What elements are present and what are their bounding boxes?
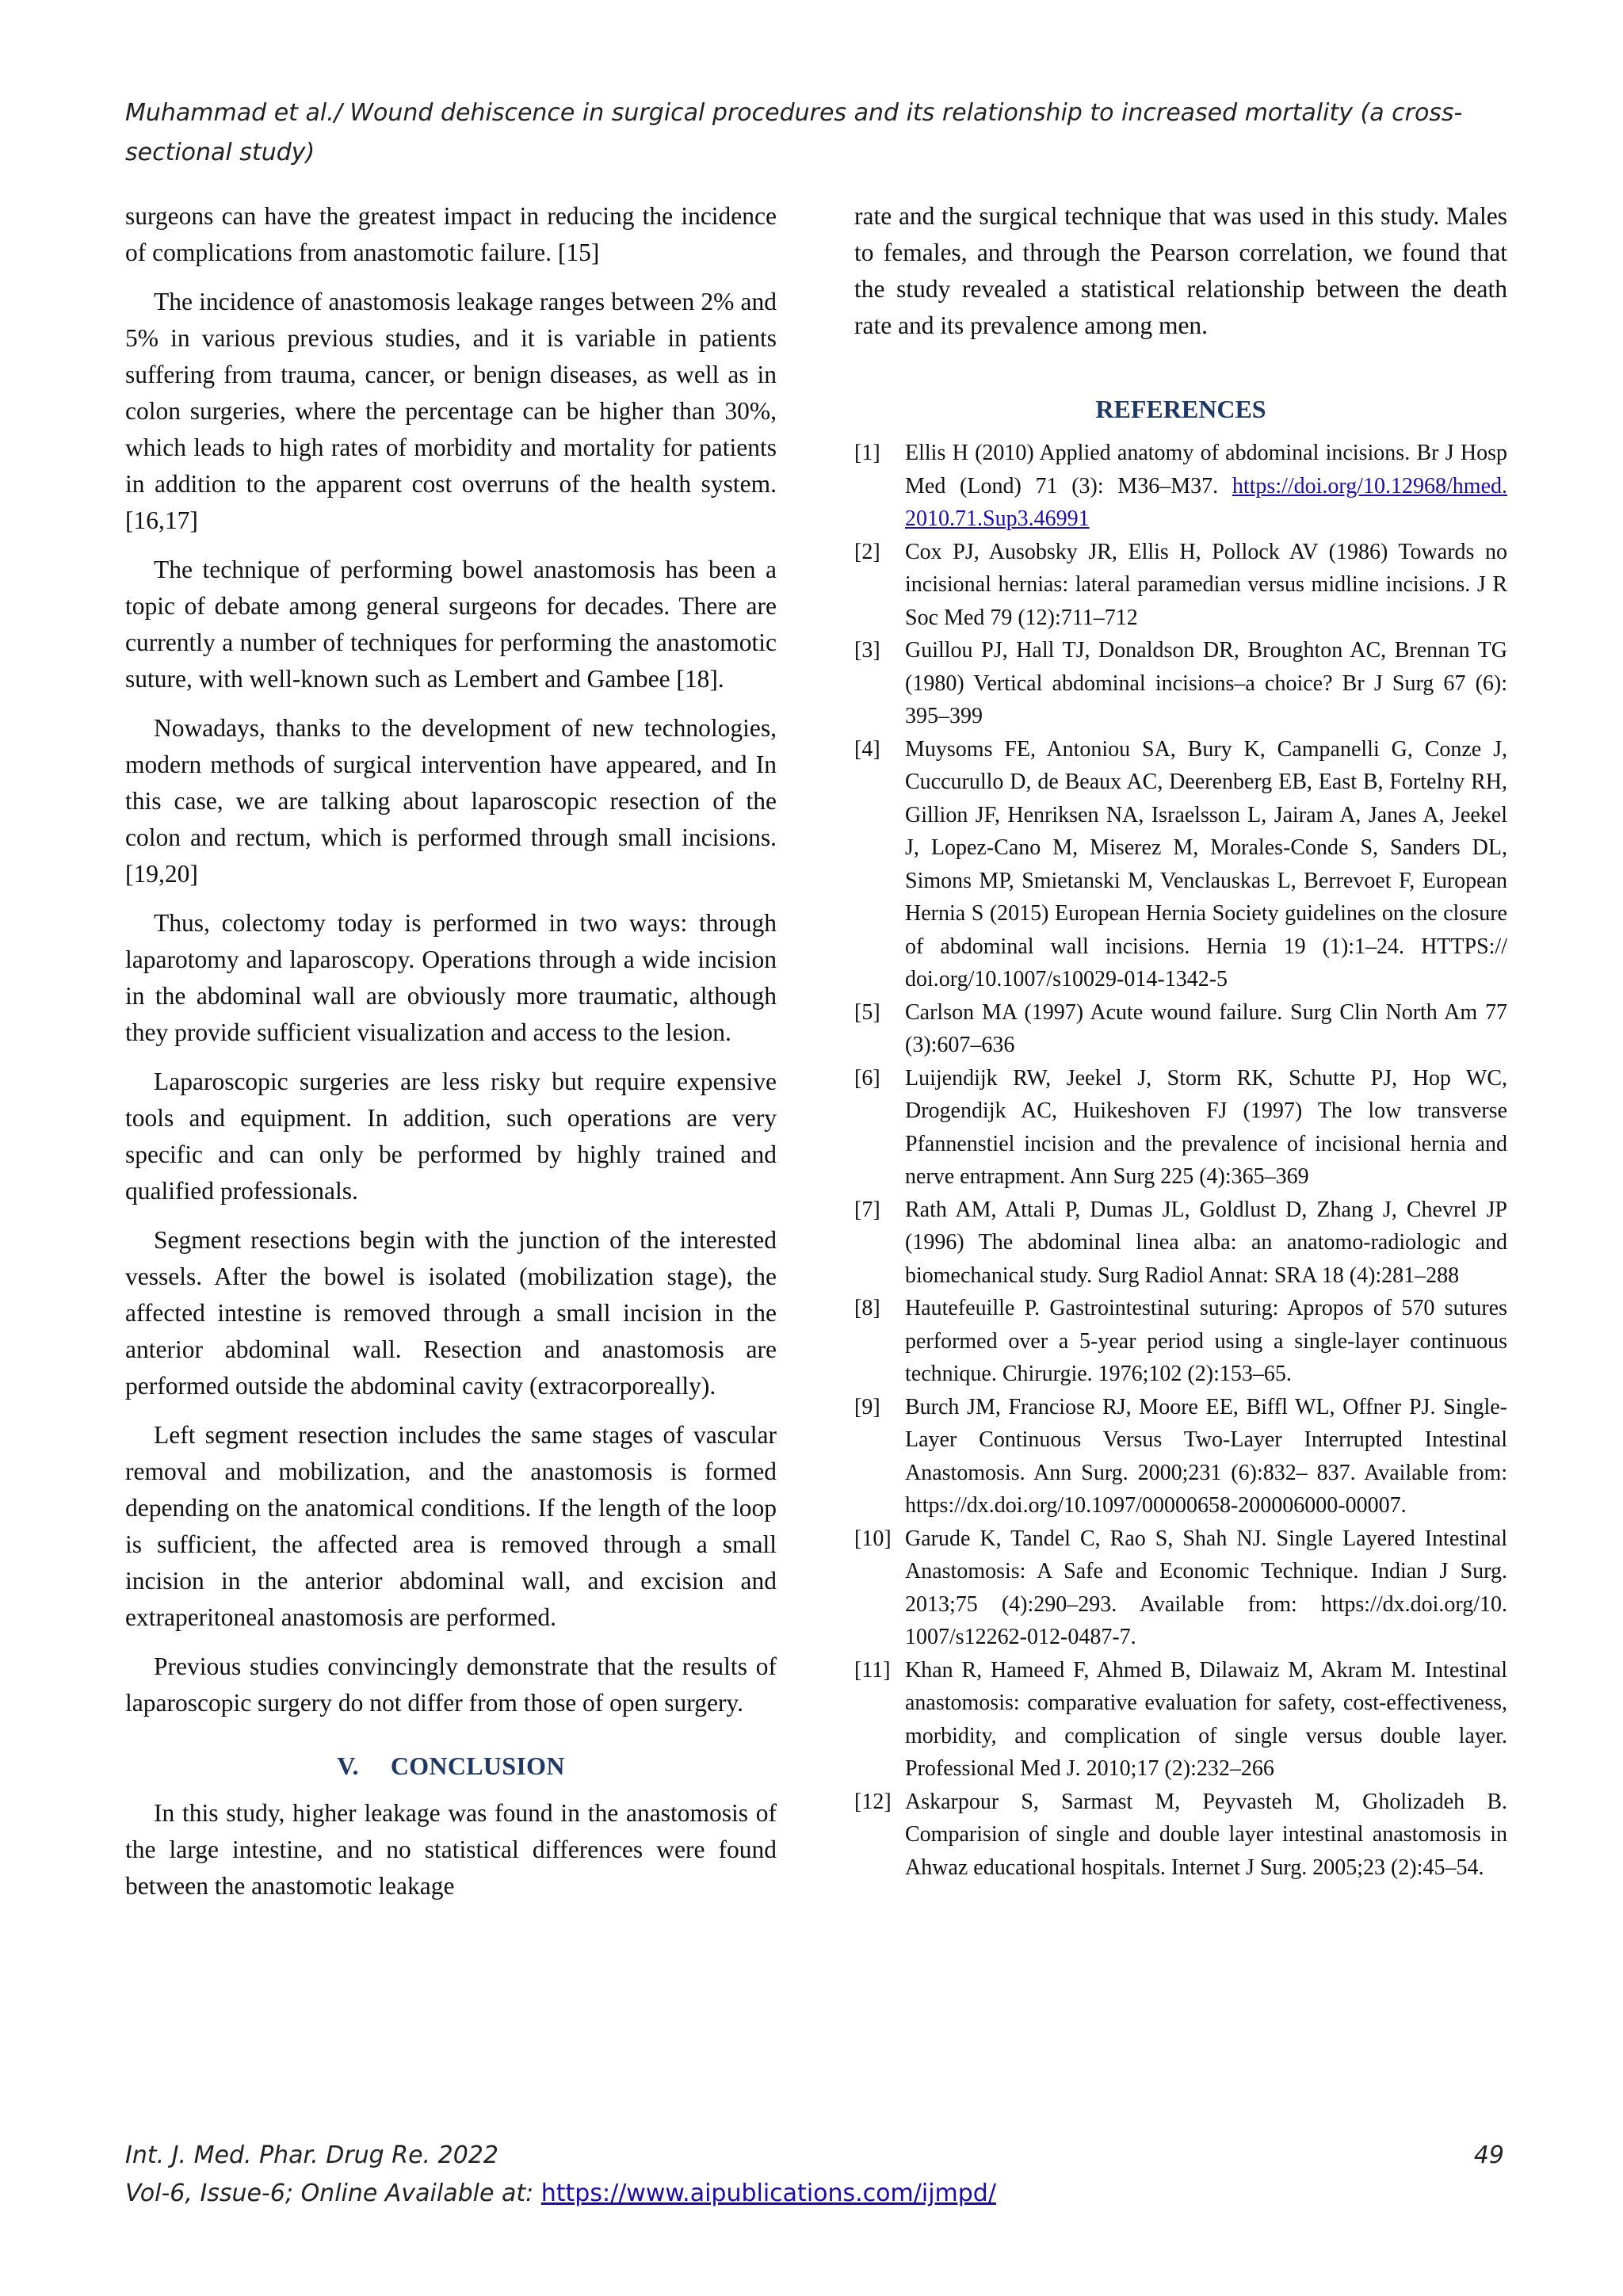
reference-number: [8] (854, 1296, 880, 1320)
right-column (854, 198, 1507, 1884)
conclusion-paragraph: In this study, higher leakage was found in the anastomosis of the large intestine, and no statistical differences were found between the anastomotic leakage (125, 1799, 777, 1900)
body-paragraph: Thus, colectomy today is performed in two ways: through laparotomy and laparoscopy. Operations through a wide incision in the abdominal wall are obviously more traumatic, although they provide sufficient visualization and access to the lesion. (125, 909, 777, 1046)
reference-text: Guillou PJ, Hall TJ, Donaldson DR, Broughton AC, Brennan TG (1980) Vertical abdominal incisions–a choice? Br J Surg 67 (6): 395–399 (905, 638, 1507, 728)
reference-text: Hautefeuille P. Gastrointestinal suturing: Apropos of 570 sutures performed over a 5-year period using a single-layer continuous technique. Chirurgie. 1976;102 (2):153–65. (905, 1296, 1507, 1386)
body-paragraph: The incidence of anastomosis leakage ranges between 2% and 5% in various previous studies, and it is variable in patients suffering from trauma, cancer, or benign diseases, as well as in colon surgeries, where the percentage can be higher than 30%, which leads to high rates of morbidity and mortality for patients in addition to the apparent cost overruns of the health system. [16,17] (125, 288, 777, 534)
footer-line-2 (125, 2179, 1504, 2207)
reference-item (854, 634, 1507, 733)
continuation-paragraph: rate and the surgical technique that was used in this study. Males to females, and through the Pearson correlation, we found that the study revealed a statistical relationship between the death rate and its prevalence among men. (854, 202, 1507, 339)
journal-url-link[interactable]: https://www.aipublications.com/ijmpd/ (540, 2179, 996, 2207)
reference-text: Askarpour S, Sarmast M, Peyvasteh M, Gholizadeh B. Comparision of single and double layer intestinal anastomosis in Ahwaz educational hospitals. Internet J Surg. 2005;23 (2):45–54. (905, 1789, 1507, 1880)
reference-text: Luijendijk RW, Jeekel J, Storm RK, Schutte PJ, Hop WC, Drogendijk AC, Huikeshoven FJ (1997) The low transverse Pfannenstiel incision and the prevalence of incisional hernia and nerve entrapment. Ann Surg 225 (4):365–369 (905, 1065, 1507, 1189)
body-paragraph: Segment resections begin with the junction of the interested vessels. After the bowel is isolated (mobilization stage), the affected intestine is removed through a small incision in the anterior abdominal wall. Resection and anastomosis are performed outside the abdominal cavity (extracorporeally). (125, 1226, 777, 1400)
reference-number: [10] (854, 1526, 892, 1551)
reference-doi-link[interactable]: https://doi.org/10.12968/hmed. 2010.71.Sup3.46991 (905, 473, 1508, 531)
references-heading: REFERENCES (1095, 395, 1266, 423)
reference-item (854, 1522, 1507, 1654)
reference-item (854, 1194, 1507, 1293)
reference-text: Rath AM, Attali P, Dumas JL, Goldlust D, Zhang J, Chevrel JP (1996) The abdominal linea alba: an anatomo-radiologic and biomechanical study. Surg Radiol Annat: SRA 18 (4):281–288 (905, 1197, 1507, 1288)
body-paragraph: Left segment resection includes the same stages of vascular removal and mobilization, and the anastomosis is formed depending on the anatomical conditions. If the length of the loop is sufficient, the affected area is removed through a small incision in the anterior abdominal wall, and excision and extraperitoneal anastomosis are performed. (125, 1421, 777, 1631)
reference-item (854, 437, 1507, 536)
conclusion-heading (125, 1752, 777, 1781)
reference-number: [9] (854, 1394, 880, 1419)
reference-item (854, 1062, 1507, 1194)
reference-citation: Ellis H (2010) Applied anatomy of abdominal incisions. Br J Hosp Med (Lond) 71 (3): M36–M37. (905, 441, 1507, 499)
reference-number: [2] (854, 539, 880, 564)
body-paragraph: Laparoscopic surgeries are less risky but require expensive tools and equipment. In addition, such operations are very specific and can only be performed by highly trained and qualified professionals. (125, 1068, 777, 1205)
reference-number: [11] (854, 1657, 891, 1683)
reference-text: Khan R, Hameed F, Ahmed B, Dilawaiz M, Akram M. Intestinal anastomosis: comparative evaluation for safety, cost-effectiveness, morbidity, and complication of single versus double layer. Professional Med J. 2010;17 (2):232–266 (905, 1657, 1507, 1781)
reference-item (854, 536, 1507, 635)
reference-item (854, 996, 1507, 1062)
reference-text (905, 437, 1507, 536)
footer-journal: Int. J. Med. Phar. Drug Re. 2022 (125, 2141, 498, 2169)
body-paragraph: Previous studies convincingly demonstrate that the results of laparoscopic surgery do not differ from those of open surgery. (125, 1652, 777, 1717)
conclusion-title: CONCLUSION (390, 1752, 565, 1780)
reference-text: Cox PJ, Ausobsky JR, Ellis H, Pollock AV (1986) Towards no incisional hernias: lateral paramedian versus midline incisions. J R Soc Med 79 (12):711–712 (905, 539, 1507, 630)
reference-text: Garude K, Tandel C, Rao S, Shah NJ. Single Layered Intestinal Anastomosis: A Safe and Economic Technique. Indian J Surg. 2013;75 (4):290–293. Available from: https://dx.doi.org/10. 1007/s12262-012-0487-7. (905, 1526, 1507, 1649)
reference-list (854, 437, 1507, 1884)
body-paragraph: The technique of performing bowel anastomosis has been a topic of debate among general surgeons for decades. There are currently a number of techniques for performing the anastomotic suture, with well-known such as Lembert and Gambee [18]. (125, 556, 777, 693)
reference-item (854, 1292, 1507, 1391)
reference-text: Carlson MA (1997) Acute wound failure. Surg Clin North Am 77 (3):607–636 (905, 999, 1507, 1057)
reference-item (854, 1391, 1507, 1522)
page-number: 49 (1473, 2141, 1504, 2169)
reference-number: [5] (854, 999, 880, 1025)
body-paragraph: Nowadays, thanks to the development of new technologies, modern methods of surgical intervention have appeared, and In this case, we are talking about laparoscopic resection of the colon and rectum, which is performed through small incisions. [19,20] (125, 714, 777, 888)
reference-number: [4] (854, 736, 880, 762)
reference-text: Burch JM, Franciose RJ, Moore EE, Biffl WL, Offner PJ. Single-Layer Continuous Versus Two-Layer Interrupted Intestinal Anastomosis. Ann Surg. 2000;231 (6):832– 837. Available from: https://dx.doi.org/10.1097/00000658-200006000-00007. (905, 1394, 1507, 1518)
reference-number: [7] (854, 1197, 880, 1222)
reference-number: [1] (854, 441, 880, 465)
running-header: Muhammad et al./ Wound dehiscence in surgical procedures and its relationship to increased mortality (a cross-sectional study) (125, 99, 1463, 166)
reference-number: [12] (854, 1789, 892, 1814)
left-column (125, 198, 777, 1917)
reference-number: [6] (854, 1065, 880, 1091)
reference-item (854, 1654, 1507, 1786)
conclusion-number: V. (337, 1752, 359, 1780)
reference-number: [3] (854, 638, 880, 663)
body-paragraph: surgeons can have the greatest impact in reducing the incidence of complications from anastomotic failure. [15] (125, 202, 777, 266)
reference-item (854, 1786, 1507, 1885)
footer-line-1 (125, 2141, 1504, 2169)
reference-item (854, 733, 1507, 996)
reference-text: Muysoms FE, Antoniou SA, Bury K, Campanelli G, Conze J, Cuccurullo D, de Beaux AC, Deerenberg EB, East B, Fortelny RH, Gillion JF, Henriksen NA, Israelsson L, Jairam A, Janes A, Jeekel J, Lopez-Cano M, Miserez M, Morales-Conde S, Sanders DL, Simons MP, Smietanski M, Venclauskas L, Berrevoet F, European Hernia S (2015) European Hernia Society guidelines on the closure of abdominal wall incisions. Hernia 19 (1):1–24. HTTPS:// doi.org/10.1007/s10029-014-1342-5 (905, 736, 1507, 991)
footer-issue: Vol-6, Issue-6; Online Available at: (125, 2179, 541, 2207)
